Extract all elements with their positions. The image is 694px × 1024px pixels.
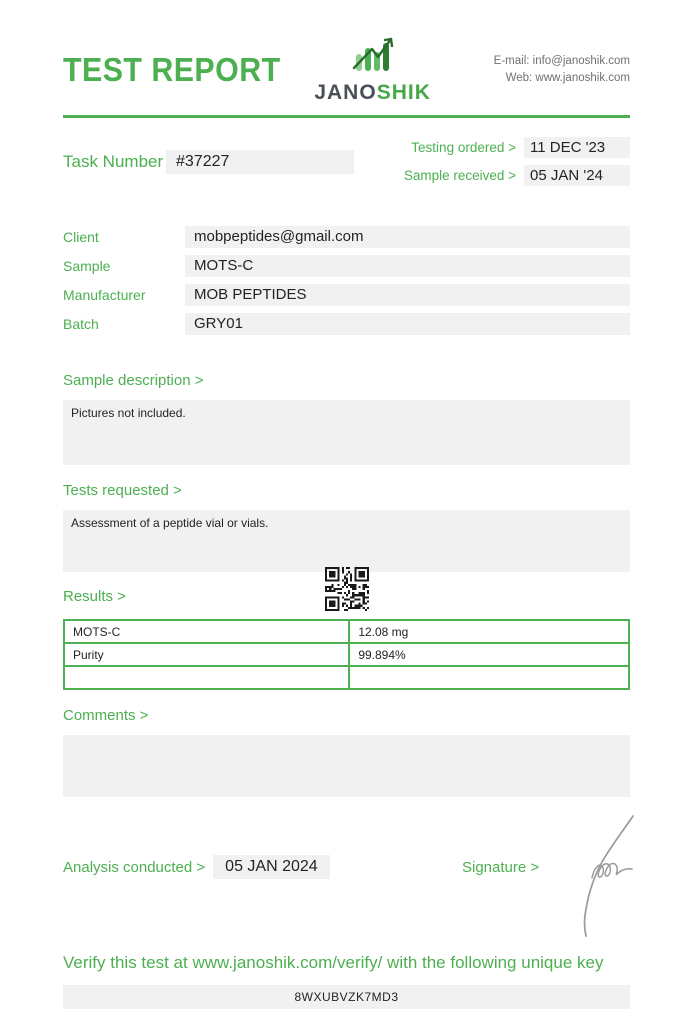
sample-received-value: 05 JAN '24 — [524, 165, 630, 186]
sample-label: Sample — [63, 258, 111, 274]
unique-key-value: 8WXUBVZK7MD3 — [63, 985, 630, 1009]
table-row — [64, 620, 629, 643]
logo-shik: SHIK — [376, 81, 431, 104]
results-heading: Results > — [63, 588, 126, 605]
verify-text: Verify this test at www.janoshik.com/verify/ with the following unique key — [63, 953, 604, 972]
email-value: info@janoshik.com — [532, 54, 630, 67]
email-label: E-mail: — [493, 54, 530, 67]
tests-requested-heading: Tests requested > — [63, 482, 182, 499]
client-details — [63, 226, 630, 335]
janoshik-logo — [314, 37, 431, 103]
results-heading-row — [63, 588, 630, 606]
contact-web-line — [494, 70, 630, 87]
batch-row — [63, 313, 630, 335]
sample-description-heading: Sample description > — [63, 372, 204, 389]
web-value: www.janoshik.com — [535, 72, 630, 84]
sample-received-label: Sample received > — [403, 168, 516, 183]
contact-info — [494, 53, 630, 88]
manufacturer-row — [63, 284, 630, 306]
signature-scribble — [555, 812, 650, 940]
result-name-cell — [64, 666, 349, 689]
page-title: TEST REPORT — [63, 51, 281, 88]
logo-wordmark — [314, 82, 431, 103]
sample-description-box: Pictures not included. — [63, 400, 630, 465]
result-value-cell: 12.08 mg — [349, 620, 629, 643]
manufacturer-label: Manufacturer — [63, 287, 146, 303]
sample-received-row — [404, 165, 630, 186]
analysis-row — [63, 854, 630, 880]
report-header — [63, 34, 630, 106]
table-row — [64, 666, 629, 689]
batch-label: Batch — [63, 316, 99, 332]
result-name-cell: Purity — [64, 643, 349, 666]
client-label: Client — [63, 229, 99, 245]
bar-chart-growth-icon — [348, 37, 398, 80]
client-value: mobpeptides@gmail.com — [185, 226, 630, 248]
table-row — [64, 643, 629, 666]
task-number-value: #37227 — [166, 150, 354, 174]
result-value-cell: 99.894% — [349, 643, 629, 666]
testing-ordered-value: 11 DEC '23 — [524, 137, 630, 158]
task-section — [63, 137, 630, 186]
result-value-cell — [349, 666, 629, 689]
sample-value: MOTS-C — [185, 255, 630, 277]
tests-requested-box: Assessment of a peptide vial or vials. — [63, 510, 630, 572]
batch-value: GRY01 — [185, 313, 630, 335]
signature-label: Signature > — [462, 858, 540, 876]
results-table — [63, 619, 630, 690]
result-name-cell: MOTS-C — [64, 620, 349, 643]
testing-ordered-row — [404, 137, 630, 158]
header-divider — [63, 115, 630, 118]
task-number-label: Task Number — [63, 151, 164, 171]
testing-ordered-label: Testing ordered > — [411, 140, 516, 155]
comments-box — [63, 735, 630, 797]
dates-block — [404, 137, 630, 186]
task-number-row — [63, 137, 354, 186]
analysis-conducted-value: 05 JAN 2024 — [213, 855, 330, 879]
web-label: Web: — [505, 72, 533, 84]
sample-row — [63, 255, 630, 277]
manufacturer-value: MOB PEPTIDES — [185, 284, 630, 306]
logo-jano: JANO — [314, 81, 377, 104]
comments-heading: Comments > — [63, 707, 149, 724]
analysis-conducted-label: Analysis conducted > — [63, 858, 206, 876]
qr-code — [325, 567, 369, 611]
contact-email-line — [494, 53, 630, 70]
client-row — [63, 226, 630, 248]
